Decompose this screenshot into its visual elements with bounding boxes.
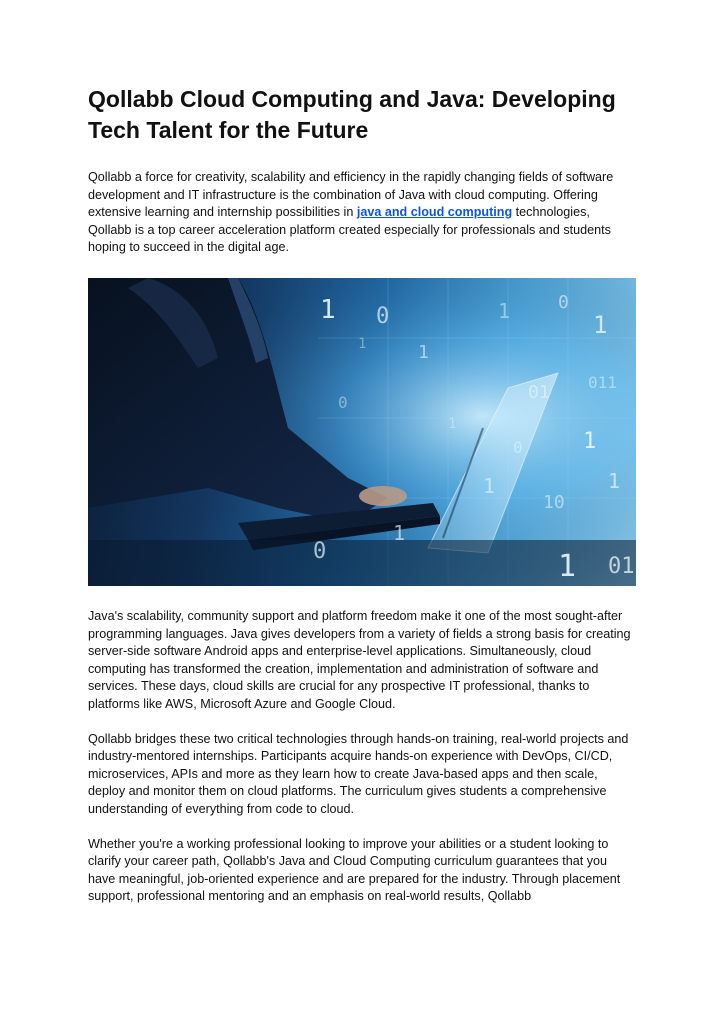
hero-image (88, 278, 636, 586)
java-cloud-link[interactable]: java and cloud computing (356, 205, 513, 220)
binary-digit: 1 (418, 341, 429, 363)
binary-digit: 1 (583, 428, 597, 454)
binary-digit: 1 (558, 548, 577, 584)
paragraph-java-scalability: Java's scalability, community support and platform freedom make it one of the most sought-after programming languages. Java gives developers from a variety of fields a strong basis for creating server-side software Android apps and enterprise-level applications. Simultaneously, cloud computing has transformed the creation, implementation and administration of software and services. These days, cloud skills are crucial for any prospective IT professional, thanks to platforms like AWS, Microsoft Azure and Google Cloud. (88, 608, 631, 711)
binary-digit: 01 (608, 553, 635, 579)
binary-digit: 1 (608, 468, 621, 493)
paragraph-qollabb-bridges: Qollabb bridges these two critical technologies through hands-on training, real-world projects and industry-mentored internships. Participants acquire hands-on experience with DevOps, CI/CD, microservices, APIs and more as they learn how to create Java-based apps and then scale, deploy and monitor them on cloud platforms. The curriculum gives students a comprehensive understanding of everything from code to cloud. (88, 731, 629, 816)
binary-digit: 1 (358, 335, 367, 352)
binary-digit: 10 (543, 491, 565, 513)
intro-text-end: technologies, Qollabb is a top career acceleration platform created especially for professionals and students hoping to succeed in the digital age. (88, 205, 611, 255)
binary-digit: 0 (513, 437, 523, 457)
article-title: Qollabb Cloud Computing and Java: Developing Tech Talent for the Future (88, 86, 616, 143)
binary-digit: 1 (483, 473, 496, 498)
binary-digit: 0 (338, 392, 348, 412)
binary-digit: 1 (320, 294, 336, 325)
binary-digit: 0 (313, 538, 327, 564)
binary-digit: 0 (376, 303, 390, 329)
binary-digit: 011 (588, 372, 617, 392)
businessman-laptop-binary-code-photo (88, 278, 636, 586)
intro-text-start: Qollabb a force for creativity, scalability and efficiency in the rapidly changing fields of software development and IT infrastructure is the combination of Java with cloud computing. Offering extensive learning and internship possibilities in (88, 170, 614, 220)
intro-paragraph (88, 169, 636, 257)
binary-digit: 1 (393, 520, 406, 545)
paragraph-career-path: Whether you're a working professional looking to improve your abilities or a student looking to clarify your career path, Qollabb's Java and Cloud Computing curriculum guarantees that you have meaningful, job-oriented experience and are prepared for the industry. Through placement support, professional mentoring and an emphasis on real-world results, Qollabb (88, 836, 621, 904)
document-page (88, 84, 636, 906)
binary-digit: 01 (528, 381, 550, 403)
binary-digit: 1 (593, 310, 608, 339)
binary-digit: 1 (448, 415, 457, 432)
binary-digit: 0 (558, 291, 569, 313)
binary-digit: 1 (498, 298, 511, 323)
